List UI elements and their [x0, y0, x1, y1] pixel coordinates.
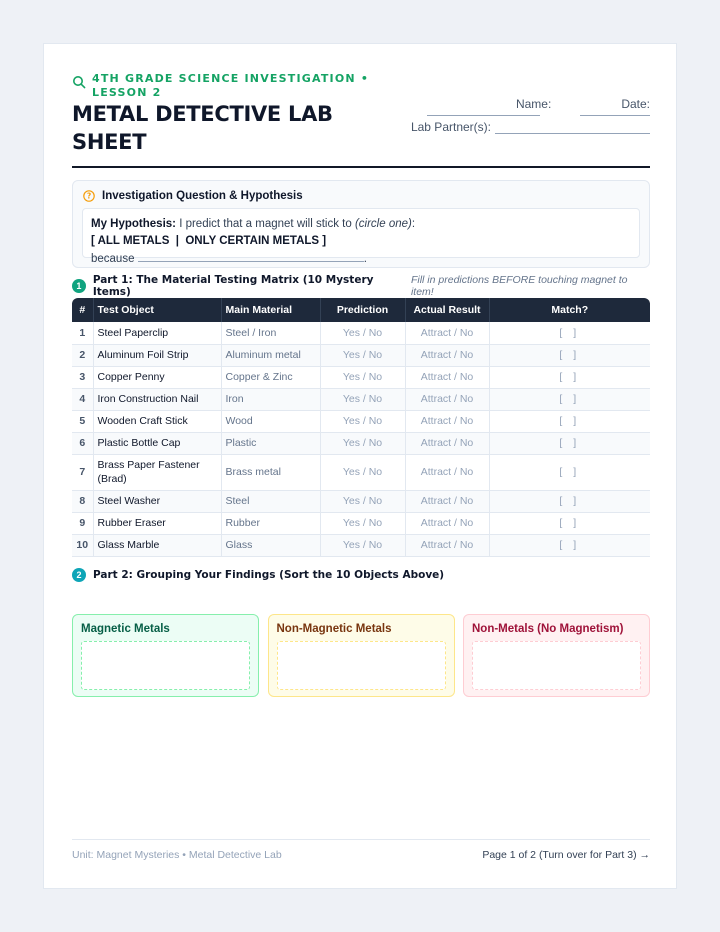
- col-header-number: #: [72, 298, 93, 322]
- table-row: [72, 490, 650, 512]
- result-choice[interactable]: Attract / No: [405, 534, 489, 556]
- main-material: Copper & Zinc: [221, 366, 320, 388]
- sheet-content: [72, 72, 650, 861]
- match-checkbox[interactable]: [ ]: [489, 534, 650, 556]
- prediction-choice[interactable]: Yes / No: [320, 490, 405, 512]
- row-number: 9: [72, 512, 93, 534]
- test-object: Glass Marble: [93, 534, 221, 556]
- student-info: [410, 91, 650, 134]
- table-row: [72, 432, 650, 454]
- main-material: Rubber: [221, 512, 320, 534]
- non-metals-box: [463, 614, 650, 697]
- result-choice[interactable]: Attract / No: [405, 366, 489, 388]
- non-magnetic-metals-title: Non-Magnetic Metals: [276, 623, 392, 635]
- hypothesis-statement: [82, 208, 640, 265]
- table-row: [72, 322, 650, 344]
- part2-heading: [72, 567, 650, 583]
- hypothesis-box: [72, 180, 650, 268]
- test-object: Plastic Bottle Cap: [93, 432, 221, 454]
- main-material: Steel: [221, 490, 320, 512]
- hypothesis-colon: :: [411, 218, 416, 230]
- test-object: Steel Paperclip: [93, 322, 221, 344]
- sheet-header: [72, 72, 650, 168]
- lesson-kicker: [72, 72, 402, 100]
- test-object: Wooden Craft Stick: [93, 410, 221, 432]
- table-row: [72, 410, 650, 432]
- prediction-choice[interactable]: Yes / No: [320, 344, 405, 366]
- non-magnetic-metals-answer-area[interactable]: [277, 641, 446, 690]
- part2-badge: 2: [72, 568, 86, 582]
- part2-title: Part 2: Grouping Your Findings (Sort the 10 Objects Above): [93, 569, 445, 581]
- main-material: Wood: [221, 410, 320, 432]
- table-row: [72, 512, 650, 534]
- hypothesis-end: .: [363, 253, 367, 265]
- svg-text:?: ?: [86, 191, 92, 201]
- match-checkbox[interactable]: [ ]: [489, 454, 650, 490]
- match-checkbox[interactable]: [ ]: [489, 512, 650, 534]
- prediction-choice[interactable]: Yes / No: [320, 410, 405, 432]
- name-label: Name:: [515, 97, 552, 111]
- non-magnetic-metals-box: [268, 614, 455, 697]
- result-choice[interactable]: Attract / No: [405, 454, 489, 490]
- row-number: 5: [72, 410, 93, 432]
- non-metals-answer-area[interactable]: [472, 641, 641, 690]
- part1-note: Fill in predictions BEFORE touching magnet to item!: [410, 274, 628, 298]
- circle-hint: (circle one): [354, 218, 412, 230]
- test-object: Iron Construction Nail: [93, 388, 221, 410]
- table-row: [72, 366, 650, 388]
- row-number: 4: [72, 388, 93, 410]
- row-number: 6: [72, 432, 93, 454]
- match-checkbox[interactable]: [ ]: [489, 322, 650, 344]
- match-checkbox[interactable]: [ ]: [489, 410, 650, 432]
- hypothesis-text: I predict that a magnet will stick to: [176, 218, 355, 230]
- result-choice[interactable]: Attract / No: [405, 490, 489, 512]
- result-choice[interactable]: Attract / No: [405, 388, 489, 410]
- date-field[interactable]: [580, 112, 650, 116]
- prediction-choice[interactable]: Yes / No: [320, 322, 405, 344]
- lesson-kicker-text: 4TH GRADE SCIENCE INVESTIGATION • LESSON 2: [92, 72, 370, 99]
- unit-label: Unit: Magnet Mysteries • Metal Detective Lab: [72, 848, 282, 861]
- main-material: Brass metal: [221, 454, 320, 490]
- question-circle-icon: [83, 190, 95, 202]
- test-object: Aluminum Foil Strip: [93, 344, 221, 366]
- table-row: [72, 388, 650, 410]
- result-choice[interactable]: Attract / No: [405, 512, 489, 534]
- page-title: METAL DETECTIVE LAB SHEET: [72, 102, 333, 154]
- because-answer-field[interactable]: [138, 250, 364, 262]
- hypothesis-heading: Investigation Question & Hypothesis: [102, 190, 303, 202]
- page-footer: [72, 839, 650, 869]
- grouping-boxes: [72, 614, 650, 697]
- col-header-object: Test Object: [93, 298, 221, 322]
- because-label: because: [91, 253, 135, 265]
- name-field[interactable]: [427, 112, 540, 116]
- table-row: [72, 344, 650, 366]
- test-object: Rubber Eraser: [93, 512, 221, 534]
- match-checkbox[interactable]: [ ]: [489, 388, 650, 410]
- col-header-match: Match?: [489, 298, 650, 322]
- partner-label: Lab Partner(s):: [410, 120, 491, 134]
- partner-field[interactable]: [495, 119, 650, 134]
- magnifier-icon: [72, 75, 88, 100]
- match-checkbox[interactable]: [ ]: [489, 432, 650, 454]
- prediction-choice[interactable]: Yes / No: [320, 432, 405, 454]
- main-material: Steel / Iron: [221, 322, 320, 344]
- match-checkbox[interactable]: [ ]: [489, 366, 650, 388]
- col-header-prediction: Prediction: [320, 298, 405, 322]
- material-testing-table: [72, 298, 650, 557]
- part1-title: Part 1: The Material Testing Matrix (10 Mystery Items): [92, 274, 374, 298]
- magnetic-metals-box: [72, 614, 259, 697]
- date-label: Date:: [621, 97, 650, 111]
- prediction-choice[interactable]: Yes / No: [320, 534, 405, 556]
- hypothesis-heading-row: [83, 190, 303, 202]
- main-material: Plastic: [221, 432, 320, 454]
- part1-heading: [72, 274, 650, 298]
- part1-badge: 1: [72, 279, 86, 293]
- row-number: 10: [72, 534, 93, 556]
- prediction-choice[interactable]: Yes / No: [320, 388, 405, 410]
- row-number: 8: [72, 490, 93, 512]
- test-object: Steel Washer: [93, 490, 221, 512]
- main-material: Iron: [221, 388, 320, 410]
- main-material: Glass: [221, 534, 320, 556]
- row-number: 7: [72, 454, 93, 490]
- col-header-result: Actual Result: [405, 298, 489, 322]
- prediction-choice[interactable]: Yes / No: [320, 366, 405, 388]
- page-indicator: Page 1 of 2 (Turn over for Part 3) →: [482, 848, 650, 861]
- row-number: 2: [72, 344, 93, 366]
- col-header-material: Main Material: [221, 298, 320, 322]
- lab-sheet-page: [43, 43, 677, 889]
- main-material: Aluminum metal: [221, 344, 320, 366]
- test-object: Copper Penny: [93, 366, 221, 388]
- table-header-row: [72, 298, 650, 322]
- result-choice[interactable]: Attract / No: [405, 322, 489, 344]
- magnetic-metals-title: Magnetic Metals: [81, 623, 170, 635]
- hypothesis-choices[interactable]: [ ALL METALS | ONLY CERTAIN METALS ]: [91, 235, 327, 247]
- match-checkbox[interactable]: [ ]: [489, 490, 650, 512]
- result-choice[interactable]: Attract / No: [405, 410, 489, 432]
- test-object: Brass Paper Fastener (Brad): [93, 454, 221, 490]
- table-row: [72, 454, 650, 490]
- result-choice[interactable]: Attract / No: [405, 432, 489, 454]
- result-choice[interactable]: Attract / No: [405, 344, 489, 366]
- table-row: [72, 534, 650, 556]
- row-number: 1: [72, 322, 93, 344]
- magnetic-metals-answer-area[interactable]: [81, 641, 250, 690]
- match-checkbox[interactable]: [ ]: [489, 344, 650, 366]
- non-metals-title: Non-Metals (No Magnetism): [472, 623, 624, 635]
- row-number: 3: [72, 366, 93, 388]
- hypothesis-lead: My Hypothesis:: [91, 218, 176, 230]
- prediction-choice[interactable]: Yes / No: [320, 512, 405, 534]
- prediction-choice[interactable]: Yes / No: [320, 454, 405, 490]
